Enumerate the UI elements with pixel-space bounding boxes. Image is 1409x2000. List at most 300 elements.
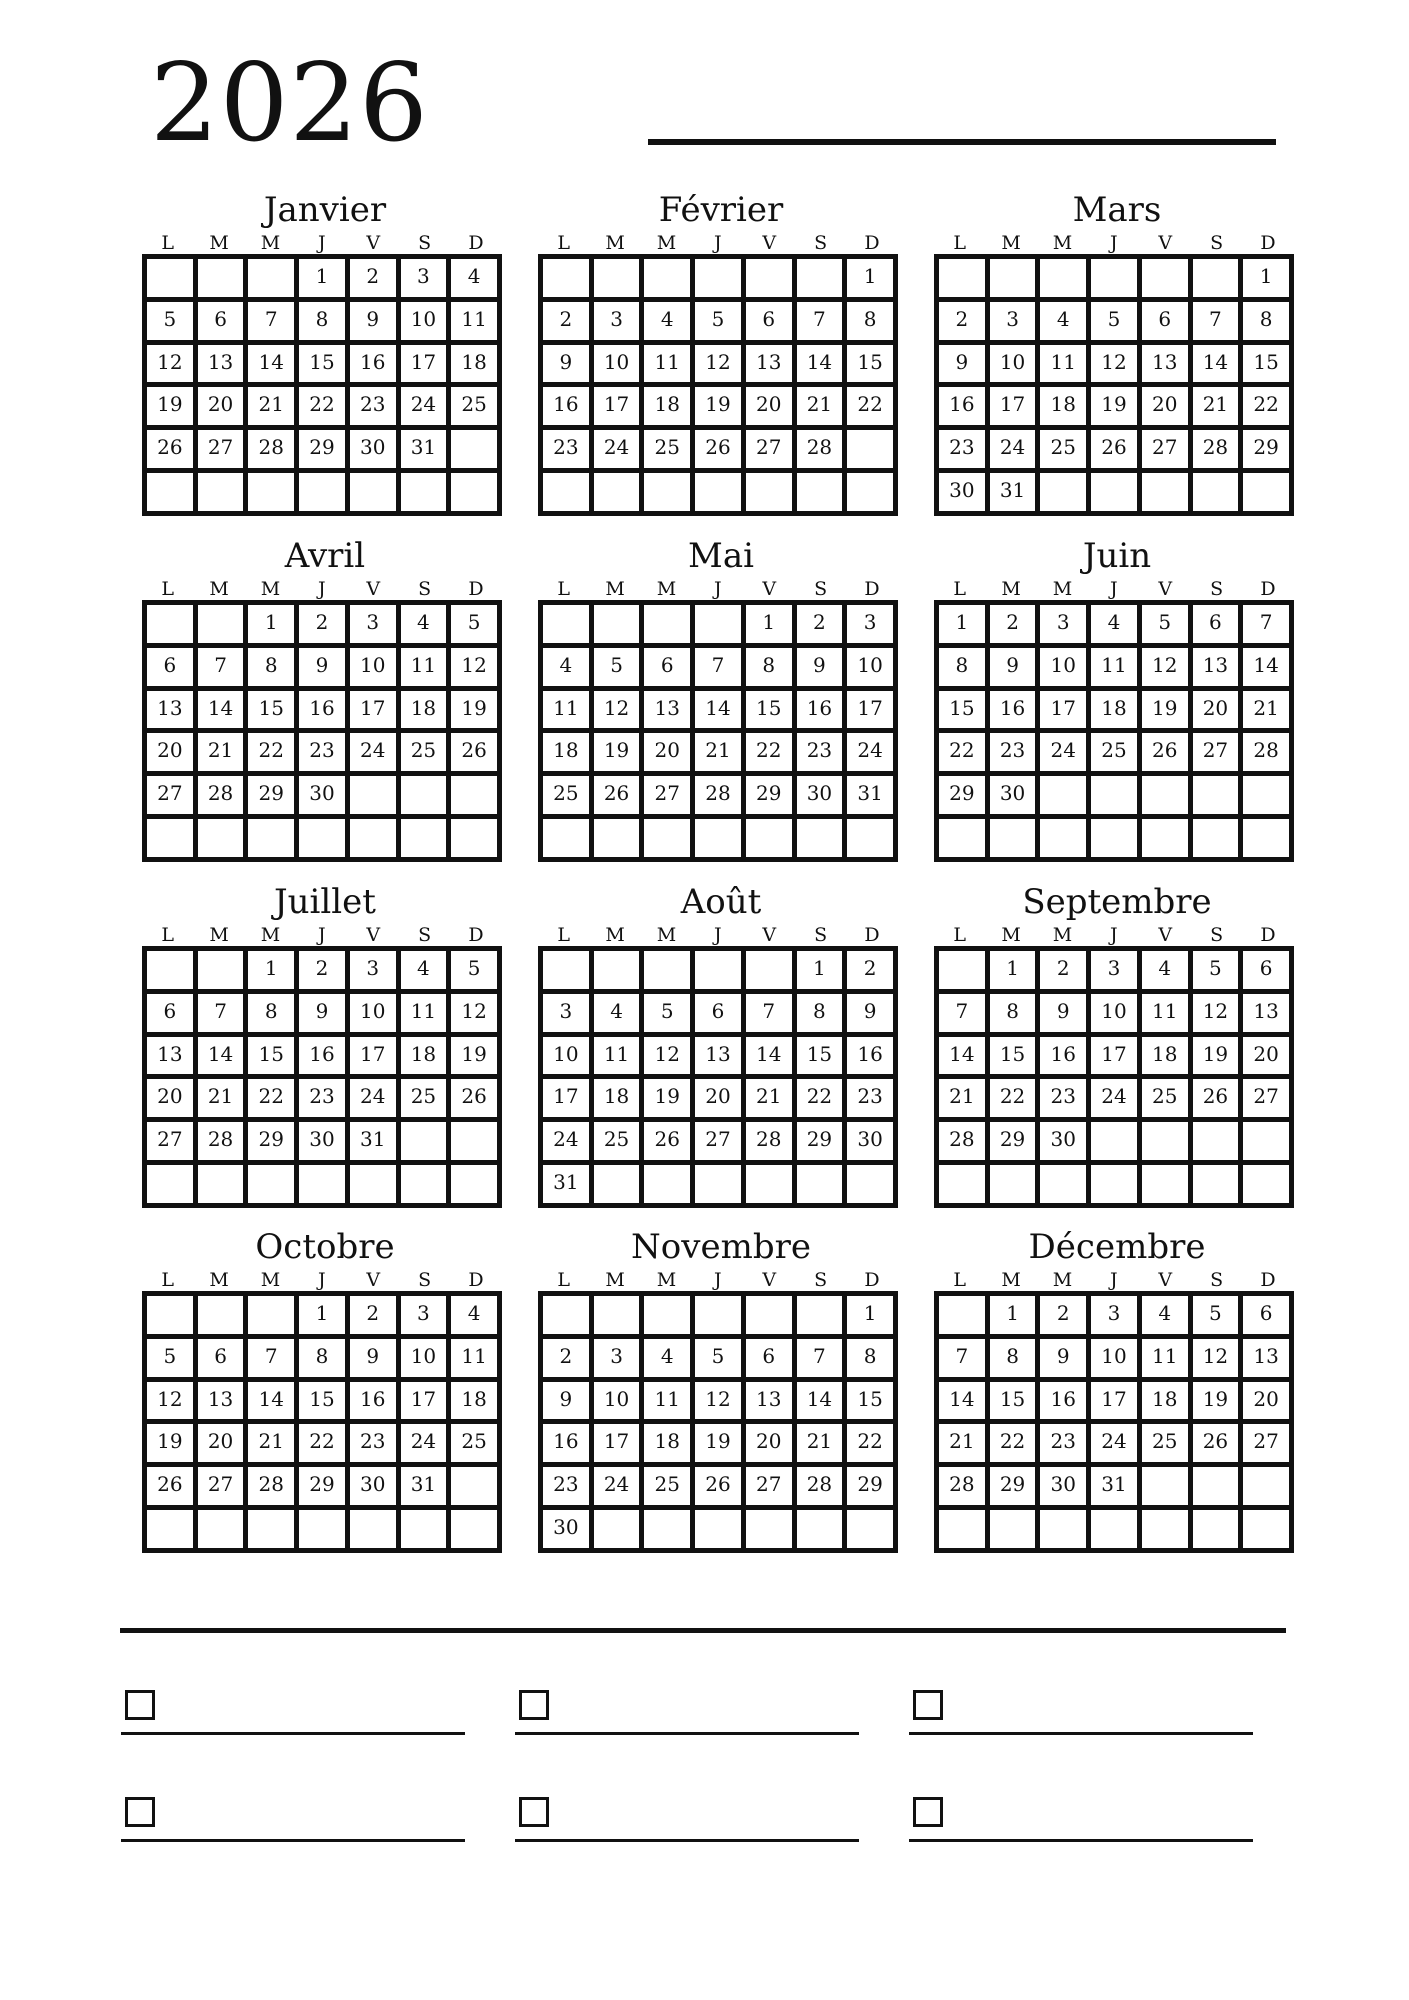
day-cell[interactable]: 10 bbox=[847, 648, 898, 691]
day-cell[interactable]: 17 bbox=[401, 1382, 452, 1425]
day-cell[interactable]: 18 bbox=[1040, 387, 1091, 430]
day-cell[interactable]: 10 bbox=[1040, 648, 1091, 691]
empty-cell[interactable] bbox=[543, 605, 594, 648]
day-cell[interactable]: 28 bbox=[198, 776, 249, 819]
empty-cell[interactable] bbox=[1091, 1510, 1142, 1553]
day-cell[interactable]: 20 bbox=[147, 1079, 198, 1122]
day-cell[interactable]: 11 bbox=[1142, 994, 1193, 1037]
day-cell[interactable]: 19 bbox=[644, 1079, 695, 1122]
day-cell[interactable]: 22 bbox=[990, 1079, 1041, 1122]
day-cell[interactable]: 21 bbox=[797, 387, 848, 430]
day-cell[interactable]: 10 bbox=[401, 1339, 452, 1382]
empty-cell[interactable] bbox=[695, 259, 746, 302]
day-cell[interactable]: 26 bbox=[644, 1122, 695, 1165]
empty-cell[interactable] bbox=[198, 951, 249, 994]
day-cell[interactable]: 28 bbox=[198, 1122, 249, 1165]
day-cell[interactable]: 25 bbox=[644, 430, 695, 473]
day-cell[interactable]: 30 bbox=[543, 1510, 594, 1553]
day-cell[interactable]: 5 bbox=[695, 302, 746, 345]
day-cell[interactable]: 3 bbox=[990, 302, 1041, 345]
empty-cell[interactable] bbox=[594, 1510, 645, 1553]
day-cell[interactable]: 23 bbox=[939, 430, 990, 473]
day-cell[interactable]: 31 bbox=[401, 1467, 452, 1510]
day-cell[interactable]: 4 bbox=[1040, 302, 1091, 345]
empty-cell[interactable] bbox=[198, 473, 249, 516]
day-cell[interactable]: 27 bbox=[1142, 430, 1193, 473]
empty-cell[interactable] bbox=[1142, 259, 1193, 302]
day-cell[interactable]: 25 bbox=[451, 387, 502, 430]
day-cell[interactable]: 15 bbox=[248, 691, 299, 734]
day-cell[interactable]: 3 bbox=[401, 1296, 452, 1339]
empty-cell[interactable] bbox=[695, 605, 746, 648]
day-cell[interactable]: 25 bbox=[1142, 1079, 1193, 1122]
day-cell[interactable]: 22 bbox=[939, 733, 990, 776]
day-cell[interactable]: 23 bbox=[543, 1467, 594, 1510]
day-cell[interactable]: 30 bbox=[797, 776, 848, 819]
empty-cell[interactable] bbox=[198, 605, 249, 648]
day-cell[interactable]: 24 bbox=[1091, 1424, 1142, 1467]
day-cell[interactable]: 28 bbox=[797, 430, 848, 473]
empty-cell[interactable] bbox=[644, 951, 695, 994]
day-cell[interactable]: 12 bbox=[1142, 648, 1193, 691]
day-cell[interactable]: 8 bbox=[1243, 302, 1294, 345]
empty-cell[interactable] bbox=[147, 1165, 198, 1208]
day-cell[interactable]: 3 bbox=[1091, 951, 1142, 994]
title-write-line[interactable] bbox=[648, 139, 1276, 145]
empty-cell[interactable] bbox=[451, 473, 502, 516]
day-cell[interactable]: 19 bbox=[594, 733, 645, 776]
day-cell[interactable]: 14 bbox=[1193, 345, 1244, 388]
day-cell[interactable]: 18 bbox=[401, 691, 452, 734]
empty-cell[interactable] bbox=[695, 1165, 746, 1208]
day-cell[interactable]: 12 bbox=[147, 1382, 198, 1425]
empty-cell[interactable] bbox=[644, 819, 695, 862]
empty-cell[interactable] bbox=[350, 1165, 401, 1208]
empty-cell[interactable] bbox=[746, 819, 797, 862]
day-cell[interactable]: 30 bbox=[847, 1122, 898, 1165]
empty-cell[interactable] bbox=[990, 259, 1041, 302]
day-cell[interactable]: 24 bbox=[350, 1079, 401, 1122]
empty-cell[interactable] bbox=[451, 430, 502, 473]
day-cell[interactable]: 20 bbox=[1243, 1382, 1294, 1425]
day-cell[interactable]: 20 bbox=[1243, 1037, 1294, 1080]
day-cell[interactable]: 7 bbox=[248, 302, 299, 345]
empty-cell[interactable] bbox=[939, 1296, 990, 1339]
empty-cell[interactable] bbox=[1142, 819, 1193, 862]
day-cell[interactable]: 18 bbox=[644, 1424, 695, 1467]
day-cell[interactable]: 12 bbox=[147, 345, 198, 388]
day-cell[interactable]: 13 bbox=[147, 1037, 198, 1080]
day-cell[interactable]: 4 bbox=[451, 1296, 502, 1339]
empty-cell[interactable] bbox=[1091, 819, 1142, 862]
day-cell[interactable]: 29 bbox=[990, 1467, 1041, 1510]
checkbox[interactable] bbox=[913, 1797, 943, 1827]
day-cell[interactable]: 20 bbox=[198, 1424, 249, 1467]
empty-cell[interactable] bbox=[1142, 1467, 1193, 1510]
empty-cell[interactable] bbox=[1243, 1165, 1294, 1208]
day-cell[interactable]: 23 bbox=[299, 733, 350, 776]
empty-cell[interactable] bbox=[797, 1296, 848, 1339]
empty-cell[interactable] bbox=[451, 776, 502, 819]
day-cell[interactable]: 2 bbox=[299, 951, 350, 994]
empty-cell[interactable] bbox=[594, 1165, 645, 1208]
day-cell[interactable]: 19 bbox=[147, 1424, 198, 1467]
day-cell[interactable]: 30 bbox=[939, 473, 990, 516]
day-cell[interactable]: 2 bbox=[847, 951, 898, 994]
day-cell[interactable]: 16 bbox=[299, 1037, 350, 1080]
empty-cell[interactable] bbox=[1091, 473, 1142, 516]
day-cell[interactable]: 9 bbox=[939, 345, 990, 388]
day-cell[interactable]: 8 bbox=[248, 994, 299, 1037]
day-cell[interactable]: 13 bbox=[644, 691, 695, 734]
empty-cell[interactable] bbox=[746, 473, 797, 516]
day-cell[interactable]: 14 bbox=[1243, 648, 1294, 691]
empty-cell[interactable] bbox=[594, 819, 645, 862]
empty-cell[interactable] bbox=[746, 1165, 797, 1208]
empty-cell[interactable] bbox=[1040, 473, 1091, 516]
day-cell[interactable]: 12 bbox=[695, 1382, 746, 1425]
day-cell[interactable]: 16 bbox=[543, 1424, 594, 1467]
day-cell[interactable]: 3 bbox=[594, 1339, 645, 1382]
todo-item[interactable] bbox=[515, 1690, 859, 1750]
todo-write-line[interactable] bbox=[121, 1732, 465, 1735]
day-cell[interactable]: 12 bbox=[644, 1037, 695, 1080]
empty-cell[interactable] bbox=[1193, 1467, 1244, 1510]
day-cell[interactable]: 12 bbox=[1091, 345, 1142, 388]
day-cell[interactable]: 19 bbox=[147, 387, 198, 430]
empty-cell[interactable] bbox=[248, 1510, 299, 1553]
day-cell[interactable]: 9 bbox=[1040, 994, 1091, 1037]
day-cell[interactable]: 27 bbox=[1193, 733, 1244, 776]
empty-cell[interactable] bbox=[644, 473, 695, 516]
day-cell[interactable]: 23 bbox=[847, 1079, 898, 1122]
day-cell[interactable]: 23 bbox=[797, 733, 848, 776]
day-cell[interactable]: 4 bbox=[644, 1339, 695, 1382]
empty-cell[interactable] bbox=[543, 473, 594, 516]
day-cell[interactable]: 24 bbox=[847, 733, 898, 776]
empty-cell[interactable] bbox=[644, 259, 695, 302]
day-cell[interactable]: 8 bbox=[299, 302, 350, 345]
empty-cell[interactable] bbox=[248, 1296, 299, 1339]
empty-cell[interactable] bbox=[1040, 1510, 1091, 1553]
day-cell[interactable]: 11 bbox=[401, 994, 452, 1037]
day-cell[interactable]: 1 bbox=[990, 1296, 1041, 1339]
day-cell[interactable]: 26 bbox=[594, 776, 645, 819]
day-cell[interactable]: 18 bbox=[594, 1079, 645, 1122]
day-cell[interactable]: 21 bbox=[939, 1424, 990, 1467]
empty-cell[interactable] bbox=[299, 473, 350, 516]
day-cell[interactable]: 1 bbox=[299, 259, 350, 302]
day-cell[interactable]: 16 bbox=[543, 387, 594, 430]
day-cell[interactable]: 26 bbox=[147, 430, 198, 473]
empty-cell[interactable] bbox=[451, 1122, 502, 1165]
empty-cell[interactable] bbox=[299, 1165, 350, 1208]
empty-cell[interactable] bbox=[248, 473, 299, 516]
day-cell[interactable]: 6 bbox=[695, 994, 746, 1037]
empty-cell[interactable] bbox=[147, 259, 198, 302]
day-cell[interactable]: 26 bbox=[147, 1467, 198, 1510]
day-cell[interactable]: 14 bbox=[797, 345, 848, 388]
empty-cell[interactable] bbox=[350, 776, 401, 819]
day-cell[interactable]: 24 bbox=[594, 1467, 645, 1510]
empty-cell[interactable] bbox=[299, 819, 350, 862]
day-cell[interactable]: 7 bbox=[939, 994, 990, 1037]
day-cell[interactable]: 18 bbox=[451, 1382, 502, 1425]
day-cell[interactable]: 18 bbox=[644, 387, 695, 430]
day-cell[interactable]: 3 bbox=[1091, 1296, 1142, 1339]
day-cell[interactable]: 2 bbox=[299, 605, 350, 648]
empty-cell[interactable] bbox=[1193, 1510, 1244, 1553]
day-cell[interactable]: 6 bbox=[644, 648, 695, 691]
day-cell[interactable]: 25 bbox=[1040, 430, 1091, 473]
empty-cell[interactable] bbox=[350, 819, 401, 862]
empty-cell[interactable] bbox=[543, 1296, 594, 1339]
empty-cell[interactable] bbox=[990, 1510, 1041, 1553]
day-cell[interactable]: 17 bbox=[990, 387, 1041, 430]
day-cell[interactable]: 14 bbox=[939, 1037, 990, 1080]
day-cell[interactable]: 4 bbox=[401, 605, 452, 648]
day-cell[interactable]: 2 bbox=[797, 605, 848, 648]
day-cell[interactable]: 7 bbox=[198, 648, 249, 691]
day-cell[interactable]: 30 bbox=[299, 776, 350, 819]
day-cell[interactable]: 9 bbox=[543, 345, 594, 388]
day-cell[interactable]: 16 bbox=[939, 387, 990, 430]
empty-cell[interactable] bbox=[451, 819, 502, 862]
empty-cell[interactable] bbox=[594, 473, 645, 516]
day-cell[interactable]: 1 bbox=[847, 1296, 898, 1339]
day-cell[interactable]: 8 bbox=[847, 1339, 898, 1382]
day-cell[interactable]: 20 bbox=[695, 1079, 746, 1122]
day-cell[interactable]: 16 bbox=[299, 691, 350, 734]
day-cell[interactable]: 17 bbox=[401, 345, 452, 388]
day-cell[interactable]: 5 bbox=[451, 605, 502, 648]
day-cell[interactable]: 21 bbox=[746, 1079, 797, 1122]
day-cell[interactable]: 2 bbox=[543, 302, 594, 345]
day-cell[interactable]: 22 bbox=[746, 733, 797, 776]
empty-cell[interactable] bbox=[797, 819, 848, 862]
empty-cell[interactable] bbox=[1193, 259, 1244, 302]
day-cell[interactable]: 20 bbox=[1142, 387, 1193, 430]
day-cell[interactable]: 10 bbox=[543, 1037, 594, 1080]
empty-cell[interactable] bbox=[939, 819, 990, 862]
empty-cell[interactable] bbox=[695, 473, 746, 516]
day-cell[interactable]: 6 bbox=[147, 648, 198, 691]
day-cell[interactable]: 9 bbox=[990, 648, 1041, 691]
day-cell[interactable]: 9 bbox=[299, 994, 350, 1037]
day-cell[interactable]: 18 bbox=[451, 345, 502, 388]
empty-cell[interactable] bbox=[939, 951, 990, 994]
empty-cell[interactable] bbox=[451, 1165, 502, 1208]
day-cell[interactable]: 13 bbox=[746, 345, 797, 388]
empty-cell[interactable] bbox=[939, 259, 990, 302]
day-cell[interactable]: 5 bbox=[1091, 302, 1142, 345]
day-cell[interactable]: 21 bbox=[248, 1424, 299, 1467]
day-cell[interactable]: 20 bbox=[644, 733, 695, 776]
day-cell[interactable]: 29 bbox=[746, 776, 797, 819]
day-cell[interactable]: 20 bbox=[746, 387, 797, 430]
empty-cell[interactable] bbox=[746, 259, 797, 302]
day-cell[interactable]: 5 bbox=[451, 951, 502, 994]
empty-cell[interactable] bbox=[198, 1510, 249, 1553]
empty-cell[interactable] bbox=[1243, 819, 1294, 862]
day-cell[interactable]: 27 bbox=[1243, 1424, 1294, 1467]
day-cell[interactable]: 29 bbox=[299, 1467, 350, 1510]
day-cell[interactable]: 25 bbox=[594, 1122, 645, 1165]
day-cell[interactable]: 24 bbox=[1040, 733, 1091, 776]
day-cell[interactable]: 21 bbox=[797, 1424, 848, 1467]
day-cell[interactable]: 14 bbox=[695, 691, 746, 734]
day-cell[interactable]: 30 bbox=[350, 430, 401, 473]
day-cell[interactable]: 22 bbox=[847, 1424, 898, 1467]
day-cell[interactable]: 7 bbox=[248, 1339, 299, 1382]
empty-cell[interactable] bbox=[198, 1165, 249, 1208]
day-cell[interactable]: 30 bbox=[299, 1122, 350, 1165]
day-cell[interactable]: 16 bbox=[1040, 1382, 1091, 1425]
day-cell[interactable]: 11 bbox=[1091, 648, 1142, 691]
day-cell[interactable]: 9 bbox=[350, 302, 401, 345]
empty-cell[interactable] bbox=[644, 1510, 695, 1553]
day-cell[interactable]: 12 bbox=[451, 994, 502, 1037]
day-cell[interactable]: 9 bbox=[299, 648, 350, 691]
empty-cell[interactable] bbox=[797, 259, 848, 302]
day-cell[interactable]: 22 bbox=[847, 387, 898, 430]
empty-cell[interactable] bbox=[248, 819, 299, 862]
day-cell[interactable]: 5 bbox=[1193, 951, 1244, 994]
day-cell[interactable]: 27 bbox=[147, 776, 198, 819]
day-cell[interactable]: 10 bbox=[1091, 1339, 1142, 1382]
empty-cell[interactable] bbox=[847, 1510, 898, 1553]
day-cell[interactable]: 23 bbox=[350, 387, 401, 430]
todo-write-line[interactable] bbox=[121, 1839, 465, 1842]
day-cell[interactable]: 5 bbox=[1193, 1296, 1244, 1339]
day-cell[interactable]: 24 bbox=[990, 430, 1041, 473]
day-cell[interactable]: 7 bbox=[198, 994, 249, 1037]
day-cell[interactable]: 3 bbox=[401, 259, 452, 302]
day-cell[interactable]: 3 bbox=[350, 605, 401, 648]
day-cell[interactable]: 12 bbox=[594, 691, 645, 734]
day-cell[interactable]: 28 bbox=[1243, 733, 1294, 776]
day-cell[interactable]: 4 bbox=[594, 994, 645, 1037]
empty-cell[interactable] bbox=[594, 605, 645, 648]
empty-cell[interactable] bbox=[198, 259, 249, 302]
day-cell[interactable]: 23 bbox=[350, 1424, 401, 1467]
empty-cell[interactable] bbox=[1091, 776, 1142, 819]
day-cell[interactable]: 13 bbox=[198, 1382, 249, 1425]
day-cell[interactable]: 1 bbox=[299, 1296, 350, 1339]
empty-cell[interactable] bbox=[198, 819, 249, 862]
day-cell[interactable]: 19 bbox=[695, 1424, 746, 1467]
day-cell[interactable]: 2 bbox=[350, 1296, 401, 1339]
empty-cell[interactable] bbox=[1091, 1122, 1142, 1165]
day-cell[interactable]: 6 bbox=[1243, 951, 1294, 994]
day-cell[interactable]: 4 bbox=[1142, 951, 1193, 994]
day-cell[interactable]: 6 bbox=[1193, 605, 1244, 648]
empty-cell[interactable] bbox=[1091, 259, 1142, 302]
day-cell[interactable]: 25 bbox=[401, 733, 452, 776]
day-cell[interactable]: 15 bbox=[797, 1037, 848, 1080]
empty-cell[interactable] bbox=[847, 430, 898, 473]
empty-cell[interactable] bbox=[147, 1510, 198, 1553]
day-cell[interactable]: 20 bbox=[198, 387, 249, 430]
day-cell[interactable]: 2 bbox=[543, 1339, 594, 1382]
day-cell[interactable]: 19 bbox=[1193, 1382, 1244, 1425]
empty-cell[interactable] bbox=[1040, 776, 1091, 819]
day-cell[interactable]: 11 bbox=[451, 1339, 502, 1382]
empty-cell[interactable] bbox=[1243, 1122, 1294, 1165]
day-cell[interactable]: 27 bbox=[746, 430, 797, 473]
day-cell[interactable]: 2 bbox=[939, 302, 990, 345]
day-cell[interactable]: 30 bbox=[1040, 1122, 1091, 1165]
day-cell[interactable]: 3 bbox=[1040, 605, 1091, 648]
day-cell[interactable]: 10 bbox=[990, 345, 1041, 388]
day-cell[interactable]: 14 bbox=[198, 691, 249, 734]
day-cell[interactable]: 13 bbox=[695, 1037, 746, 1080]
empty-cell[interactable] bbox=[1142, 1122, 1193, 1165]
day-cell[interactable]: 12 bbox=[1193, 994, 1244, 1037]
day-cell[interactable]: 15 bbox=[847, 345, 898, 388]
day-cell[interactable]: 27 bbox=[198, 430, 249, 473]
day-cell[interactable]: 13 bbox=[198, 345, 249, 388]
day-cell[interactable]: 12 bbox=[695, 345, 746, 388]
day-cell[interactable]: 14 bbox=[746, 1037, 797, 1080]
checkbox[interactable] bbox=[125, 1690, 155, 1720]
day-cell[interactable]: 30 bbox=[350, 1467, 401, 1510]
day-cell[interactable]: 7 bbox=[939, 1339, 990, 1382]
day-cell[interactable]: 28 bbox=[248, 1467, 299, 1510]
checkbox[interactable] bbox=[913, 1690, 943, 1720]
day-cell[interactable]: 22 bbox=[990, 1424, 1041, 1467]
day-cell[interactable]: 12 bbox=[451, 648, 502, 691]
day-cell[interactable]: 5 bbox=[594, 648, 645, 691]
day-cell[interactable]: 21 bbox=[1243, 691, 1294, 734]
day-cell[interactable]: 29 bbox=[299, 430, 350, 473]
todo-item[interactable] bbox=[515, 1797, 859, 1857]
day-cell[interactable]: 26 bbox=[451, 1079, 502, 1122]
day-cell[interactable]: 12 bbox=[1193, 1339, 1244, 1382]
checkbox[interactable] bbox=[125, 1797, 155, 1827]
day-cell[interactable]: 13 bbox=[1243, 1339, 1294, 1382]
day-cell[interactable]: 22 bbox=[797, 1079, 848, 1122]
empty-cell[interactable] bbox=[401, 473, 452, 516]
day-cell[interactable]: 21 bbox=[248, 387, 299, 430]
empty-cell[interactable] bbox=[594, 951, 645, 994]
empty-cell[interactable] bbox=[746, 1510, 797, 1553]
day-cell[interactable]: 9 bbox=[1040, 1339, 1091, 1382]
day-cell[interactable]: 25 bbox=[543, 776, 594, 819]
day-cell[interactable]: 22 bbox=[248, 733, 299, 776]
empty-cell[interactable] bbox=[350, 473, 401, 516]
todo-write-line[interactable] bbox=[909, 1839, 1253, 1842]
day-cell[interactable]: 28 bbox=[248, 430, 299, 473]
day-cell[interactable]: 23 bbox=[1040, 1424, 1091, 1467]
day-cell[interactable]: 16 bbox=[990, 691, 1041, 734]
day-cell[interactable]: 16 bbox=[350, 1382, 401, 1425]
day-cell[interactable]: 15 bbox=[939, 691, 990, 734]
day-cell[interactable]: 29 bbox=[1243, 430, 1294, 473]
day-cell[interactable]: 24 bbox=[401, 387, 452, 430]
day-cell[interactable]: 4 bbox=[1142, 1296, 1193, 1339]
empty-cell[interactable] bbox=[1142, 473, 1193, 516]
day-cell[interactable]: 31 bbox=[543, 1165, 594, 1208]
day-cell[interactable]: 16 bbox=[350, 345, 401, 388]
empty-cell[interactable] bbox=[1193, 776, 1244, 819]
day-cell[interactable]: 26 bbox=[1193, 1424, 1244, 1467]
empty-cell[interactable] bbox=[847, 473, 898, 516]
day-cell[interactable]: 28 bbox=[939, 1122, 990, 1165]
day-cell[interactable]: 18 bbox=[543, 733, 594, 776]
empty-cell[interactable] bbox=[401, 776, 452, 819]
day-cell[interactable]: 8 bbox=[248, 648, 299, 691]
